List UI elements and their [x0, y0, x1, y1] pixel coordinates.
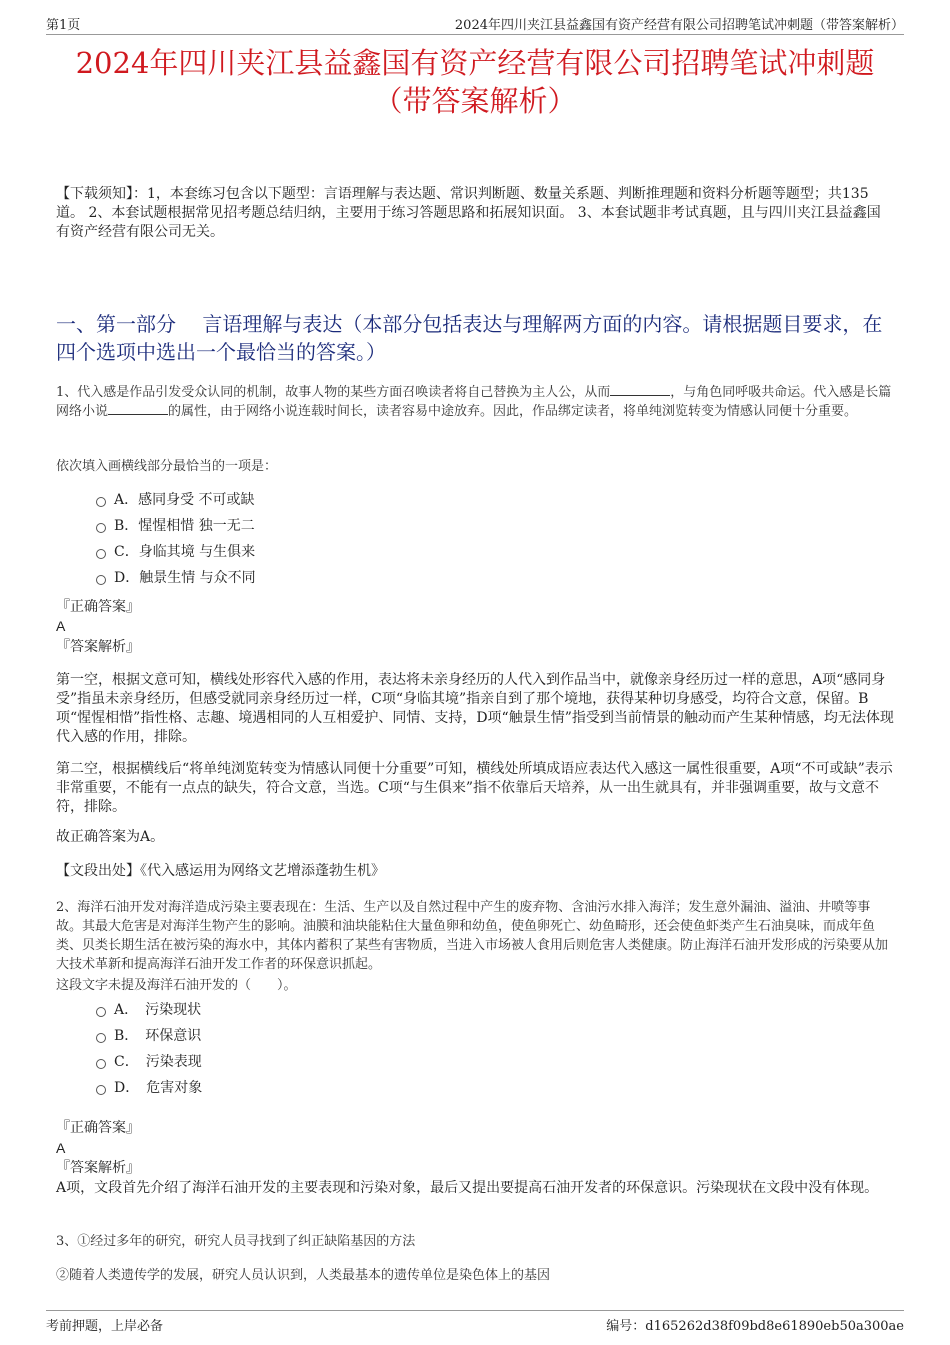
document-title — [40, 44, 910, 120]
radio-icon[interactable] — [96, 497, 106, 507]
blank-1 — [610, 383, 670, 396]
radio-icon[interactable] — [96, 1059, 106, 1069]
radio-icon[interactable] — [96, 1007, 106, 1017]
q2-option-c[interactable]: C． 污染表现 — [96, 1052, 202, 1072]
question-2-prompt: 这段文字未提及海洋石油开发的（ ）。 — [56, 978, 297, 993]
q1-source: 【文段出处】《代入感运用为网络文艺增添蓬勃生机》 — [56, 863, 385, 879]
q2-analysis-label: 『答案解析』 — [56, 1160, 140, 1176]
q2-answer-label: 『正确答案』 — [56, 1120, 140, 1136]
q1-stem-b: ，与角色同呼吸共命运。代入感是长篇网络小说 — [56, 385, 892, 419]
blank-2 — [108, 402, 168, 415]
radio-icon[interactable] — [96, 575, 106, 585]
q2-option-a[interactable]: A． 污染现状 — [96, 1000, 201, 1020]
page-header — [46, 14, 904, 35]
section-heading: 一、第一部分 言语理解与表达（本部分包括表达与理解两方面的内容。请根据题目要求，在四个选项中选出一个最恰当的答案。） — [56, 312, 883, 364]
q2-option-d[interactable]: D． 危害对象 — [96, 1078, 202, 1098]
footer-slogan: 考前押题，上岸必备 — [46, 1319, 164, 1334]
radio-icon[interactable] — [96, 523, 106, 533]
q1-stem-a: 1、代入感是作品引发受众认同的机制，故事人物的某些方面召唤读者将自己替换为主人公，从而 — [56, 385, 611, 400]
footer-serial: 编号：d165262d38f09bd8e61890eb50a300ae — [606, 1319, 904, 1334]
q1-option-c[interactable]: C．身临其境 与生俱来 — [96, 542, 255, 562]
q1-option-b[interactable]: B．惺惺相惜 独一无二 — [96, 516, 255, 536]
question-1-stem — [56, 383, 894, 421]
q2-explanation: A项，文段首先介绍了海洋石油开发的主要表现和污染对象，最后又提出要提高石油开发者的环保意识。污染现状在文段中没有体现。 — [56, 1180, 879, 1196]
q1-explanation-1: 第一空，根据文意可知，横线处形容代入感的作用，表达将未亲身经历的人代入到作品当中，就像亲身经历过一样的意思，A项“感同身受”指虽未亲身经历，但感受就同亲身经历过一样，C项“身临其境”指亲自到了那个境地，获得某种切身感受，均符合文意，保留。B项“惺惺相惜”指性格、志趣、境遇相同的人互相爱护、同情、支持，D项“触景生情”指受到当前情景的触动而产生某种情感，均无法体现代入感的作用，排除。 — [56, 672, 894, 745]
question-3-line-1: 3、①经过多年的研究，研究人员寻找到了纠正缺陷基因的方法 — [56, 1234, 416, 1249]
download-notice: 【下载须知】：1，本套练习包含以下题型：言语理解与表达题、常识判断题、数量关系题、判断推理题和资料分析题等题型；共135道。 2、本套试题根据常见招考题总结归纳，主要用于练习答题思路和拓展知识面。 3、本套试题非考试真题，且与四川夹江县益鑫国有资产经营有限公司无关。 — [56, 186, 881, 240]
q1-option-a[interactable]: A．感同身受 不可或缺 — [96, 490, 255, 510]
q1-option-d[interactable]: D．触景生情 与众不同 — [96, 568, 256, 588]
header-doc-title: 2024年四川夹江县益鑫国有资产经营有限公司招聘笔试冲刺题（带答案解析） — [454, 18, 904, 33]
radio-icon[interactable] — [96, 549, 106, 559]
radio-icon[interactable] — [96, 1085, 106, 1095]
title-line-1: 2024年四川夹江县益鑫国有资产经营有限公司招聘笔试冲刺题 — [75, 46, 875, 80]
page-footer — [46, 1310, 904, 1333]
q2-answer: A — [56, 1140, 66, 1156]
q1-answer-label: 『正确答案』 — [56, 599, 140, 615]
q2-option-b[interactable]: B． 环保意识 — [96, 1026, 201, 1046]
q1-explanation-2: 第二空，根据横线后“将单纯浏览转变为情感认同便十分重要”可知，横线处所填成语应表达代入感这一属性很重要，A项“不可或缺”表示非常重要，不能有一点点的缺失，符合文意，当选。C项“与生俱来”指不依靠后天培养，从一出生就具有，并非强调重要，故与文意不符，排除。 — [56, 761, 893, 815]
q1-conclusion: 故正确答案为A。 — [56, 829, 165, 845]
question-2-stem: 2、海洋石油开发对海洋造成污染主要表现在：生活、生产以及自然过程中产生的废弃物、含油污水排入海洋；发生意外漏油、溢油、井喷等事故。其最大危害是对海洋生物产生的影响。油膜和油块能粘住大量鱼卵和幼鱼，使鱼卵死亡、幼鱼畸形，还会使鱼虾类产生石油臭味，而成年鱼类、贝类长期生活在被污染的海水中，其体内蓄积了某些有害物质，当进入市场被人食用后则危害人类健康。防止海洋石油开发形成的污染要从加大技术革新和提高海洋石油开发工作者的环保意识抓起。 — [56, 900, 889, 972]
title-line-2: （带答案解析） — [373, 84, 577, 118]
radio-icon[interactable] — [96, 1033, 106, 1043]
q1-stem-c: 的属性，由于网络小说连载时间长，读者容易中途放弃。因此，作品绑定读者，将单纯浏览转变为情感认同便十分重要。 — [168, 404, 858, 419]
q1-answer: A — [56, 618, 66, 634]
page-number: 第1页 — [46, 18, 81, 33]
question-3-line-2: ②随着人类遗传学的发展，研究人员认识到，人类最基本的遗传单位是染色体上的基因 — [56, 1268, 551, 1283]
q1-analysis-label: 『答案解析』 — [56, 639, 140, 655]
question-1-prompt: 依次填入画横线部分最恰当的一项是： — [56, 459, 278, 474]
